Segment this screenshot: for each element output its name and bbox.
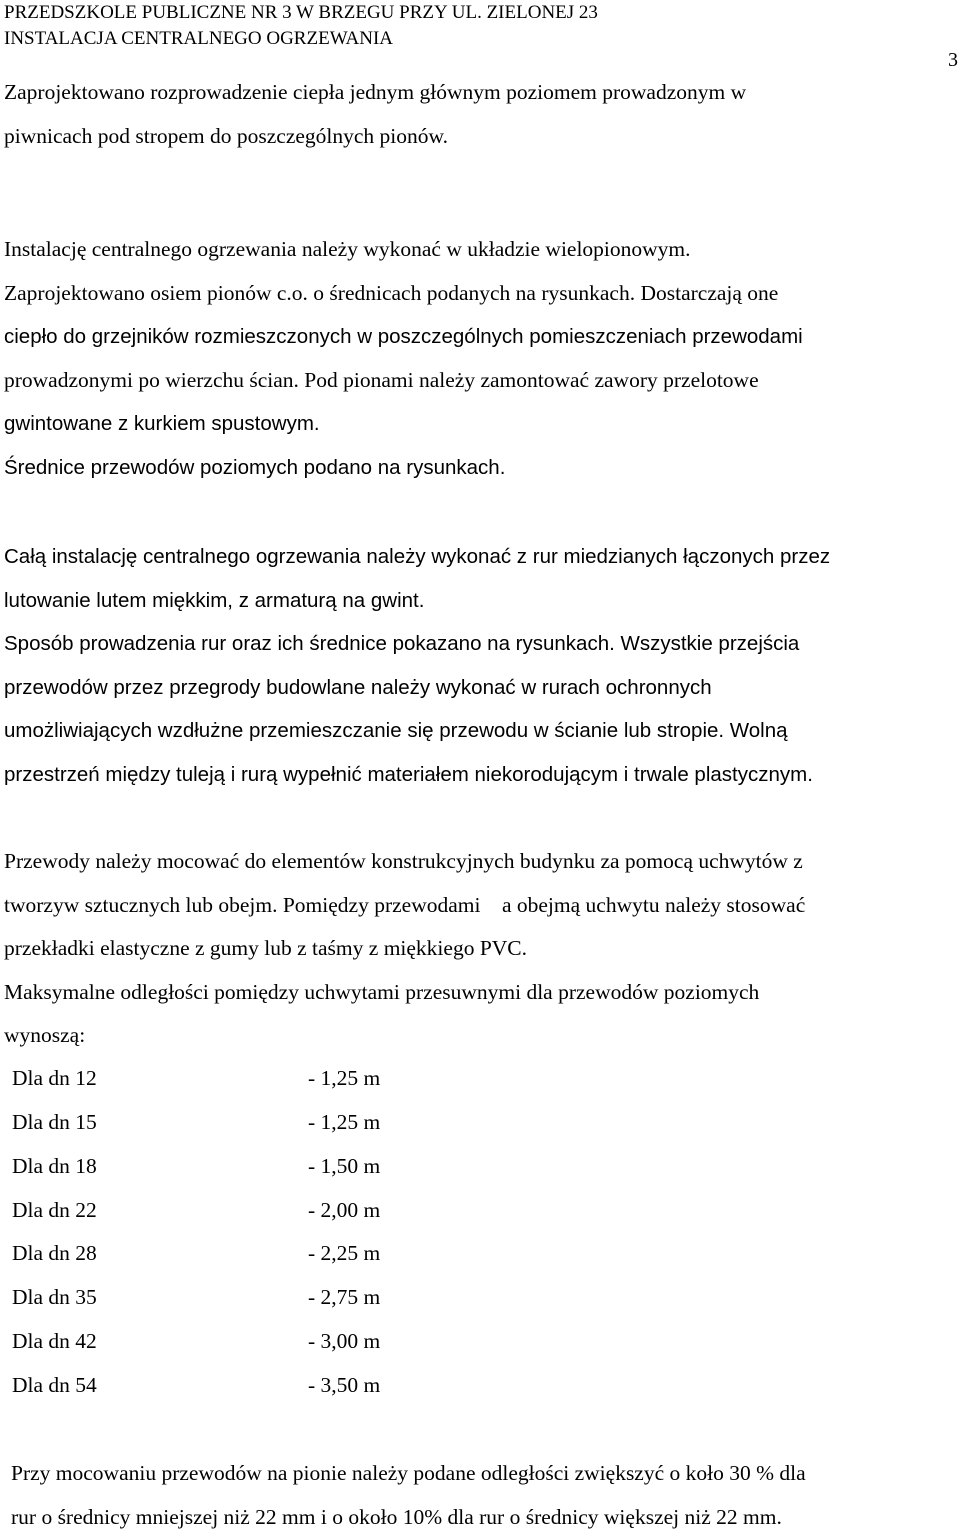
dn-cell: Dla dn 22: [12, 1189, 308, 1233]
distance-cell: - 1,25 m: [308, 1057, 380, 1101]
dn-cell: Dla dn 42: [12, 1320, 308, 1364]
text-line: Zaprojektowano osiem pionów c.o. o średnicach podanych na rysunkach. Dostarczają one: [4, 272, 956, 316]
distance-cell: - 2,75 m: [308, 1276, 380, 1320]
text-line: Zaprojektowano rozprowadzenie ciepła jednym głównym poziomem prowadzonym w: [4, 71, 956, 115]
paragraph-1: [4, 71, 956, 158]
text-line: przewodów przez przegrody budowlane należy wykonać w rurach ochronnych: [4, 666, 956, 710]
table-row: [12, 1364, 956, 1408]
distance-cell: - 3,50 m: [308, 1364, 380, 1408]
distance-table: [4, 1057, 956, 1407]
table-row: [12, 1145, 956, 1189]
paragraph-5: [11, 1452, 956, 1539]
text-line: tworzyw sztucznych lub obejm. Pomiędzy przewodami a obejmą uchwytu należy stosować: [4, 884, 956, 928]
dn-cell: Dla dn 35: [12, 1276, 308, 1320]
page-number: 3: [948, 47, 958, 73]
paragraph-2: [4, 228, 956, 489]
text-line: Przy mocowaniu przewodów na pionie należy podane odległości zwiększyć o koło 30 % dla: [11, 1452, 956, 1496]
table-row: [12, 1101, 956, 1145]
table-row: [12, 1320, 956, 1364]
text-line: Maksymalne odległości pomiędzy uchwytami przesuwnymi dla przewodów poziomych: [4, 971, 956, 1015]
table-row: [12, 1057, 956, 1101]
distance-cell: - 1,25 m: [308, 1101, 380, 1145]
text-line: Sposób prowadzenia rur oraz ich średnice pokazano na rysunkach. Wszystkie przejścia: [4, 622, 956, 666]
text-line: przestrzeń między tuleją i rurą wypełnić materiałem niekorodującym i trwale plastycznym.: [4, 753, 956, 797]
distance-cell: - 1,50 m: [308, 1145, 380, 1189]
text-line: Całą instalację centralnego ogrzewania należy wykonać z rur miedzianych łączonych przez: [4, 535, 956, 579]
table-row: [12, 1276, 956, 1320]
distance-cell: - 2,00 m: [308, 1189, 380, 1233]
text-line: piwnicach pod stropem do poszczególnych pionów.: [4, 115, 956, 159]
dn-cell: Dla dn 54: [12, 1364, 308, 1408]
text-line: rur o średnicy mniejszej niż 22 mm i o około 10% dla rur o średnicy większej niż 22 mm.: [11, 1496, 956, 1539]
header-line-1: PRZEDSZKOLE PUBLICZNE NR 3 W BRZEGU PRZY UL. ZIELONEJ 23: [4, 0, 598, 26]
header-line-2: INSTALACJA CENTRALNEGO OGRZEWANIA: [4, 26, 598, 52]
text-line: prowadzonymi po wierzchu ścian. Pod pionami należy zamontować zawory przelotowe: [4, 359, 956, 403]
text-line: umożliwiających wzdłużne przemieszczanie się przewodu w ścianie lub stropie. Wolną: [4, 709, 956, 753]
text-line: Średnice przewodów poziomych podano na rysunkach.: [4, 446, 956, 490]
table-row: [12, 1188, 956, 1232]
dn-cell: Dla dn 18: [12, 1145, 308, 1189]
text-line: Przewody należy mocować do elementów konstrukcyjnych budynku za pomocą uchwytów z: [4, 840, 956, 884]
text-line: przekładki elastyczne z gumy lub z taśmy z miękkiego PVC.: [4, 927, 956, 971]
text-line: lutowanie lutem miękkim, z armaturą na gwint.: [4, 579, 956, 623]
paragraph-4: [4, 840, 956, 1058]
dn-cell: Dla dn 15: [12, 1101, 308, 1145]
text-line: ciepło do grzejników rozmieszczonych w poszczególnych pomieszczeniach przewodami: [4, 315, 956, 359]
dn-cell: Dla dn 12: [12, 1057, 308, 1101]
distance-cell: - 3,00 m: [308, 1320, 380, 1364]
paragraph-3: [4, 535, 956, 796]
document-header: [4, 0, 598, 52]
dn-cell: Dla dn 28: [12, 1232, 308, 1276]
distance-cell: - 2,25 m: [308, 1232, 380, 1276]
text-line: Instalację centralnego ogrzewania należy wykonać w układzie wielopionowym.: [4, 228, 956, 272]
text-line: gwintowane z kurkiem spustowym.: [4, 402, 956, 446]
table-row: [12, 1232, 956, 1276]
text-line: wynoszą:: [4, 1014, 956, 1058]
